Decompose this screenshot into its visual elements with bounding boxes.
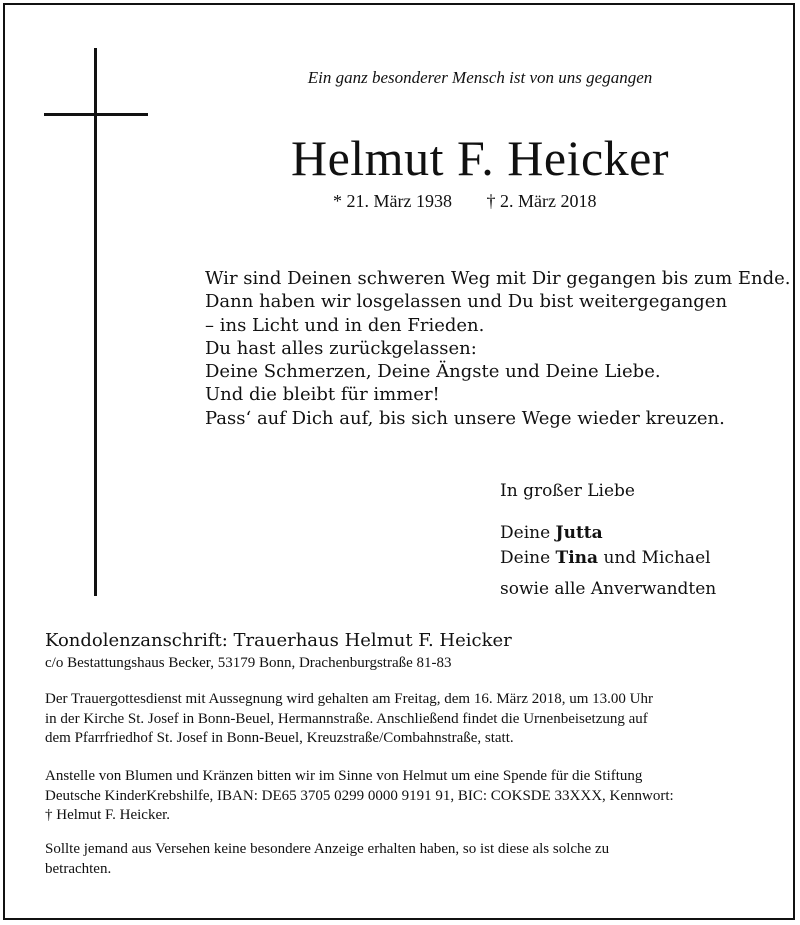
poem-line: Wir sind Deinen schweren Weg mit Dir gegangen bis zum Ende. — [205, 268, 791, 289]
poem-line: Und die bleibt für immer! — [205, 384, 440, 406]
poem — [205, 267, 791, 430]
poem-line: – ins Licht und in den Frieden. — [205, 314, 485, 336]
closing-note — [45, 840, 755, 879]
paragraph-line: Deutsche KinderKrebshilfe, IBAN: DE65 3705 0299 0000 9191 91, BIC: COKSDE 33XXX, Kennwort: — [45, 787, 674, 804]
life-dates — [333, 191, 596, 212]
paragraph-line: in der Kirche St. Josef in Bonn-Beuel, Hermannstraße. Anschließend findet die Urnenbeisetzung auf — [45, 710, 648, 727]
paragraph-line: Der Trauergottesdienst mit Aussegnung wird gehalten am Freitag, dem 16. März 2018, um 13.00 Uhr — [45, 691, 653, 707]
birth-date: * 21. März 1938 — [333, 191, 452, 211]
deceased-name: Helmut F. Heicker — [290, 130, 669, 186]
intro-line: Ein ganz besonderer Mensch ist von uns gegangen — [307, 68, 653, 87]
paragraph-line: † Helmut F. Heicker. — [45, 807, 171, 823]
closing-phrase: In großer Liebe — [500, 481, 635, 501]
signatory-suffix: und Michael — [603, 548, 711, 568]
signatory-prefix: Deine — [500, 523, 551, 543]
poem-line: Pass‘ auf Dich auf, bis sich unsere Wege wieder kreuzen. — [205, 407, 725, 429]
signatory-line-3: sowie alle Anverwandten — [500, 579, 717, 599]
poem-line: Deine Schmerzen, Deine Ängste und Deine Liebe. — [205, 361, 661, 383]
signatory-line-2 — [500, 548, 711, 568]
signatory-line-1 — [500, 523, 603, 543]
paragraph-line: Sollte jemand aus Versehen keine besondere Anzeige erhalten haben, so ist diese als solche zu — [45, 841, 610, 857]
service-paragraph — [45, 690, 755, 749]
paragraph-line: dem Pfarrfriedhof St. Josef in Bonn-Beuel, Kreuzstraße/Combahnstraße, statt. — [45, 730, 514, 746]
condolence-address: Kondolenzanschrift: Trauerhaus Helmut F. Heicker — [45, 630, 512, 651]
poem-line: Du hast alles zurückgelassen: — [205, 337, 477, 359]
death-date: † 2. März 2018 — [486, 191, 597, 211]
signatory-name: Tina — [555, 548, 599, 568]
signatory-name: Jutta — [555, 523, 603, 543]
paragraph-line: Anstelle von Blumen und Kränzen bitten wir im Sinne von Helmut um eine Spende für die Stiftung — [45, 768, 643, 784]
care-of-address: c/o Bestattungshaus Becker, 53179 Bonn, Drachenburgstraße 81-83 — [45, 655, 452, 671]
signatory-prefix: Deine — [500, 548, 551, 568]
paragraph-line: betrachten. — [45, 860, 112, 877]
poem-line: Dann haben wir losgelassen und Du bist weitergegangen — [205, 291, 728, 313]
cross-icon-horizontal — [44, 113, 148, 116]
donation-paragraph — [45, 767, 755, 826]
